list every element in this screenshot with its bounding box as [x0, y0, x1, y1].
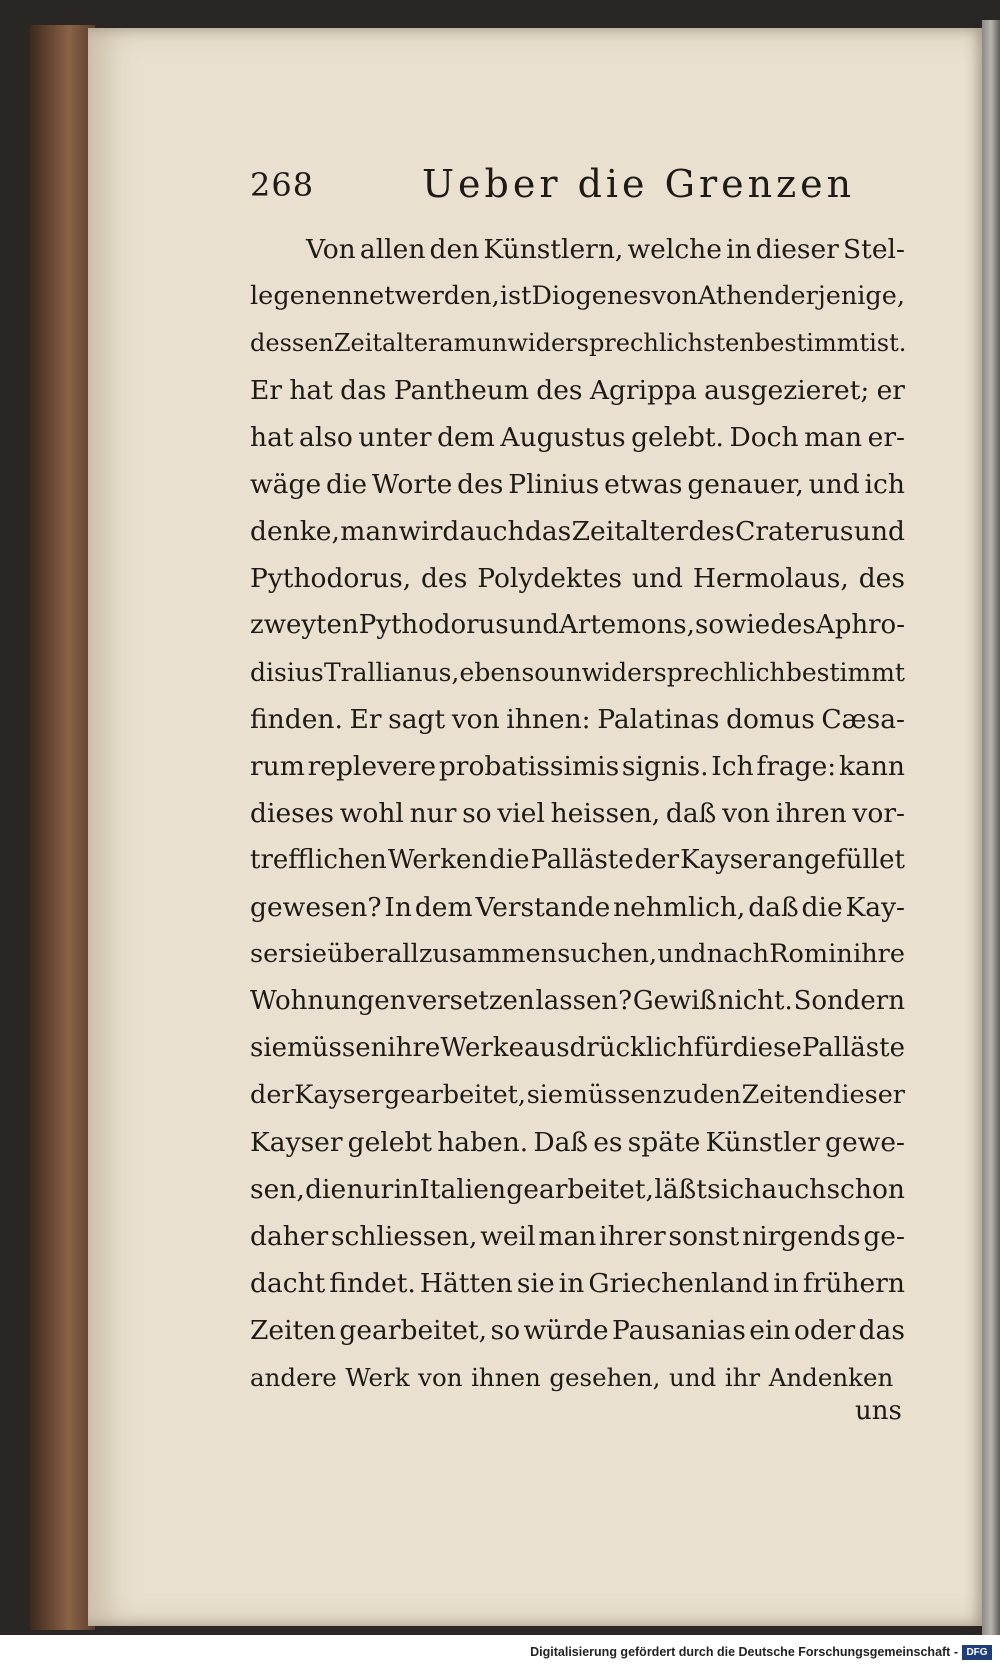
page-edge-right	[982, 20, 1000, 1635]
book-spine-edge	[30, 25, 95, 1630]
page-header	[162, 150, 897, 230]
text-line: trefflichen Werken die Palläste der Kayser angefüllet	[250, 845, 905, 875]
text-line: Pythodorus, des Polydektes und Hermolaus, des	[250, 563, 905, 594]
text-line: Wohnungen versetzen lassen? Gewiß nicht. Sondern	[250, 986, 905, 1016]
text-line: Von allen den Künstlern, welche in dieser Stel-	[306, 234, 905, 265]
text-line: Er hat das Pantheum des Agrippa ausgezieret; er	[250, 375, 905, 406]
text-line: daher schliessen, weil man ihrer sonst nirgends ge-	[250, 1221, 905, 1252]
running-head: Ueber die Grenzen	[422, 162, 856, 206]
text-line: wäge die Worte des Plinius etwas genauer, und ich	[250, 469, 905, 500]
text-line: hat also unter dem Augustus gelebt. Doch man er-	[250, 422, 905, 453]
text-line: gewesen? In dem Verstande nehmlich, daß die Kay-	[250, 892, 905, 923]
text-line: dieses wohl nur so viel heissen, daß von ihren vor-	[250, 798, 905, 829]
text-line: Zeiten gearbeitet, so würde Pausanias ein oder das	[250, 1315, 905, 1346]
text-line: sen, die nur in Italien gearbeitet, läßt sich auch schon	[250, 1174, 905, 1205]
text-line: sie müssen ihre Werke ausdrücklich für diese Palläste	[250, 1033, 905, 1063]
text-line: denke, man wird auch das Zeitalter des Craterus und	[250, 516, 905, 547]
text-line: dacht findet. Hätten sie in Griechenland in frühern	[250, 1268, 905, 1299]
text-line: finden. Er sagt von ihnen: Palatinas domus Cæsa-	[250, 704, 905, 735]
dfg-logo: DFG	[962, 1645, 992, 1660]
page-number: 268	[250, 166, 315, 204]
text-line: dessen Zeitalter am unwidersprechlichsten bestimmt ist.	[250, 329, 907, 357]
text-line: le genennet werden, ist Diogenes von Athen derjenige,	[250, 281, 905, 311]
footer-bar	[0, 1640, 1000, 1670]
text-line: zweyten Pythodorus und Artemons, so wie des Aphro-	[250, 610, 905, 640]
catchword: uns	[855, 1396, 902, 1426]
footer-credit: Digitalisierung gefördert durch die Deutsche Forschungsgemeinschaft -	[530, 1645, 958, 1659]
text-line: Kayser gelebt haben. Daß es späte Künstler gewe-	[250, 1127, 905, 1158]
text-line: disius Trallianus, eben so unwidersprechlich bestimmt	[250, 658, 905, 687]
text-line: andere Werk von ihnen gesehen, und ihr Andenken	[250, 1363, 894, 1392]
body-text	[250, 226, 905, 1401]
text-line: rum replevere probatissimis signis. Ich frage: kann	[250, 751, 905, 782]
text-line: ser sie überall zusammen suchen, und nach Rom in ihre	[250, 939, 905, 969]
text-line: der Kayser gearbeitet, sie müssen zu den Zeiten dieser	[250, 1080, 905, 1110]
